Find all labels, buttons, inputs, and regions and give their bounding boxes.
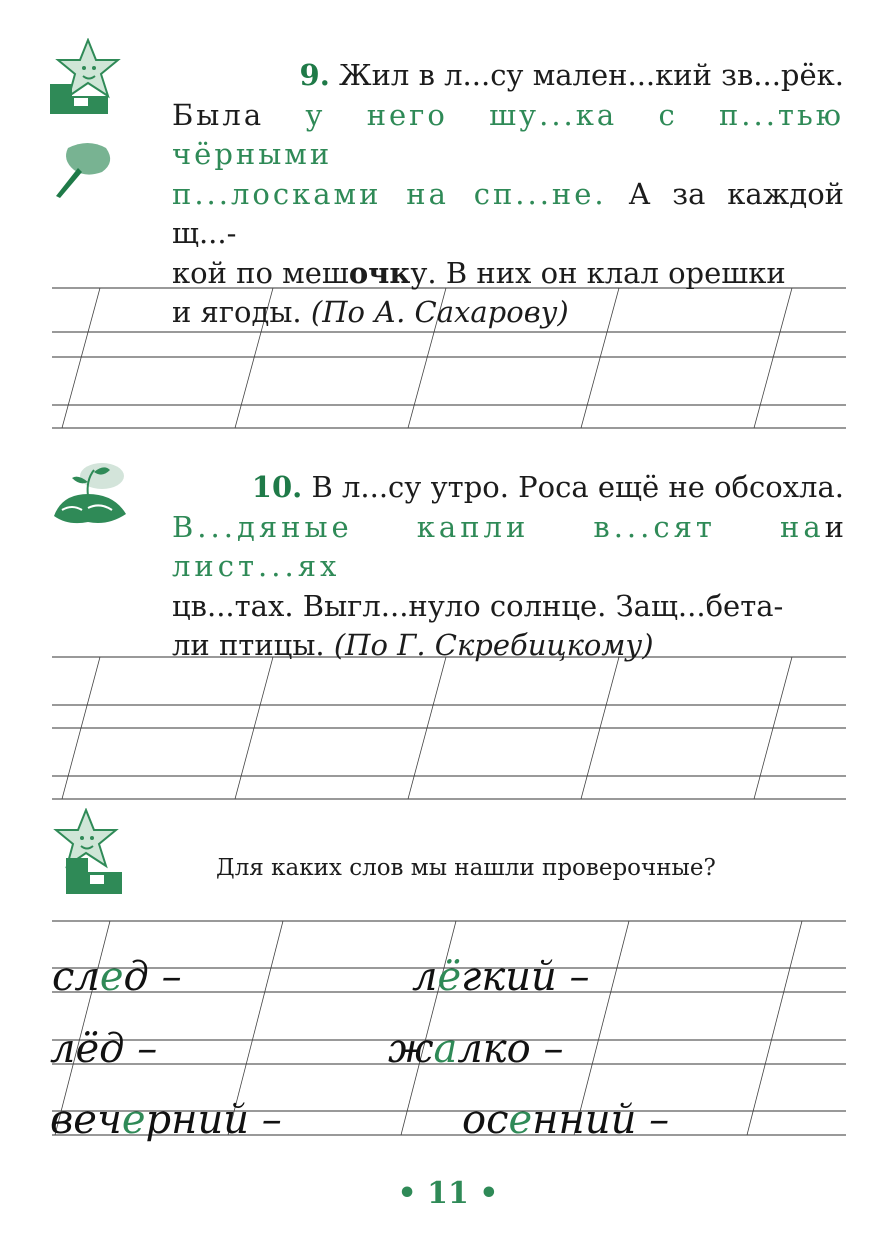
exercise-10-line-2: В...дяные капли в...сят на лист...ях и xyxy=(172,509,844,583)
pen-blot-icon xyxy=(48,138,116,202)
star-character-icon-2 xyxy=(40,808,130,896)
exercise-9-line-1: 9. Жил в л...су мален...кий зв...рёк. xyxy=(299,58,844,92)
handwritten-word-vecherniy: вечерний – xyxy=(50,1097,282,1143)
star-character-icon xyxy=(40,38,130,118)
exercise-9-line-4: кой по мешочку. В них он клал орешки xyxy=(172,255,786,290)
citation: (По А. Сахарову) xyxy=(310,295,569,329)
exercise-9-text xyxy=(172,56,844,333)
plant-soil-icon xyxy=(48,456,130,528)
handwritten-word-led: лёд – xyxy=(50,1026,158,1072)
exercise-9-line-5: и ягоды. (По А. Сахарову) xyxy=(172,295,569,329)
question-text: Для каких слов мы нашли проверочные? xyxy=(216,855,716,881)
handwritten-word-legkiy: лёгкий – xyxy=(412,954,590,1000)
exercise-10-line-4: ли птицы. (По Г. Скребицкому) xyxy=(172,628,654,662)
handwritten-word-zhalko: жалко – xyxy=(388,1026,564,1072)
exercise-10-line-3: цв...тах. Выгл...нуло солнце. Защ...бета- xyxy=(172,588,784,623)
page-number: • 11 • xyxy=(397,1176,499,1211)
citation: (По Г. Скребицкому) xyxy=(333,628,654,662)
handwritten-word-sled: след – xyxy=(52,954,182,1000)
exercise-number: 9. xyxy=(299,58,330,92)
exercise-number: 10. xyxy=(251,470,303,504)
exercise-9-line-2: Была у него шу...ка с п...тью чёрными xyxy=(172,97,845,171)
handwritten-word-osenniy: осенний – xyxy=(462,1097,670,1143)
exercise-10-line-1: 10. В л...су утро. Роса ещё не обсохла. xyxy=(251,470,844,504)
exercise-10-text xyxy=(172,468,844,666)
exercise-9-line-3: п...лосками на сп...не. А за каждой щ...- xyxy=(172,176,844,250)
